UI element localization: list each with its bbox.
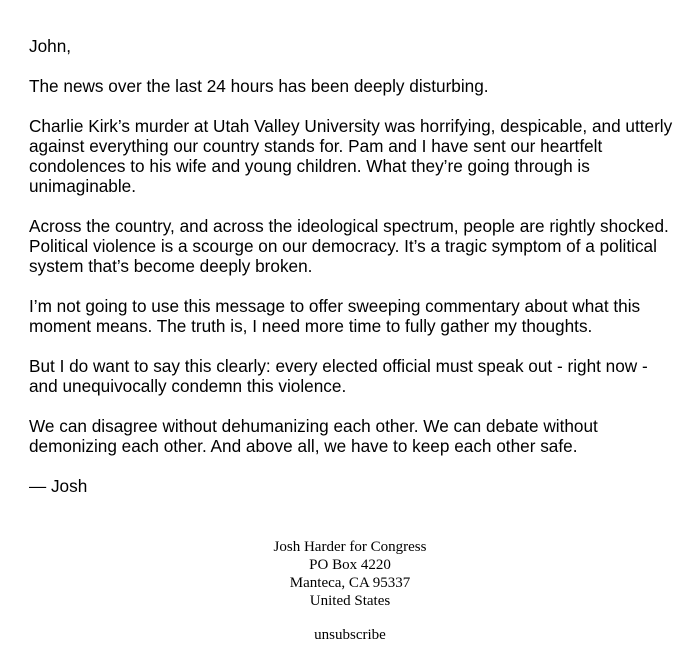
greeting: John, [29,36,72,56]
footer-country: United States [309,593,391,609]
footer-address-line1: PO Box 4220 [309,557,391,573]
paragraph-commentary: I’m not going to use this message to offer sweeping commentary about what this moment means. The truth is, I need more time to fully gather my thoughts. [29,296,641,336]
paragraph-news: The news over the last 24 hours has been deeply disturbing. [29,76,489,96]
paragraph-condemn: But I do want to say this clearly: every elected official must speak out - right now - and unequivocally condemn this violence. [29,356,648,396]
footer-address-line2: Manteca, CA 95337 [289,575,411,591]
email-footer [0,538,700,644]
unsubscribe-link[interactable]: unsubscribe [314,627,386,643]
footer-org-name: Josh Harder for Congress [273,539,427,555]
letter-body [29,36,679,516]
paragraph-murder: Charlie Kirk’s murder at Utah Valley University was horrifying, despicable, and utterly against everything our country stands for. Pam and I have sent our heartfelt condolences to his wife and young children. What they’re going through is unimaginable. [29,116,673,196]
signoff: — Josh [29,476,88,496]
paragraph-disagree: We can disagree without dehumanizing each other. We can debate without demonizing each other. And above all, we have to keep each other safe. [29,416,598,456]
paragraph-across-country: Across the country, and across the ideological spectrum, people are rightly shocked. Political violence is a scourge on our democracy. It’s a tragic symptom of a political system that’s become deeply broken. [29,216,669,276]
